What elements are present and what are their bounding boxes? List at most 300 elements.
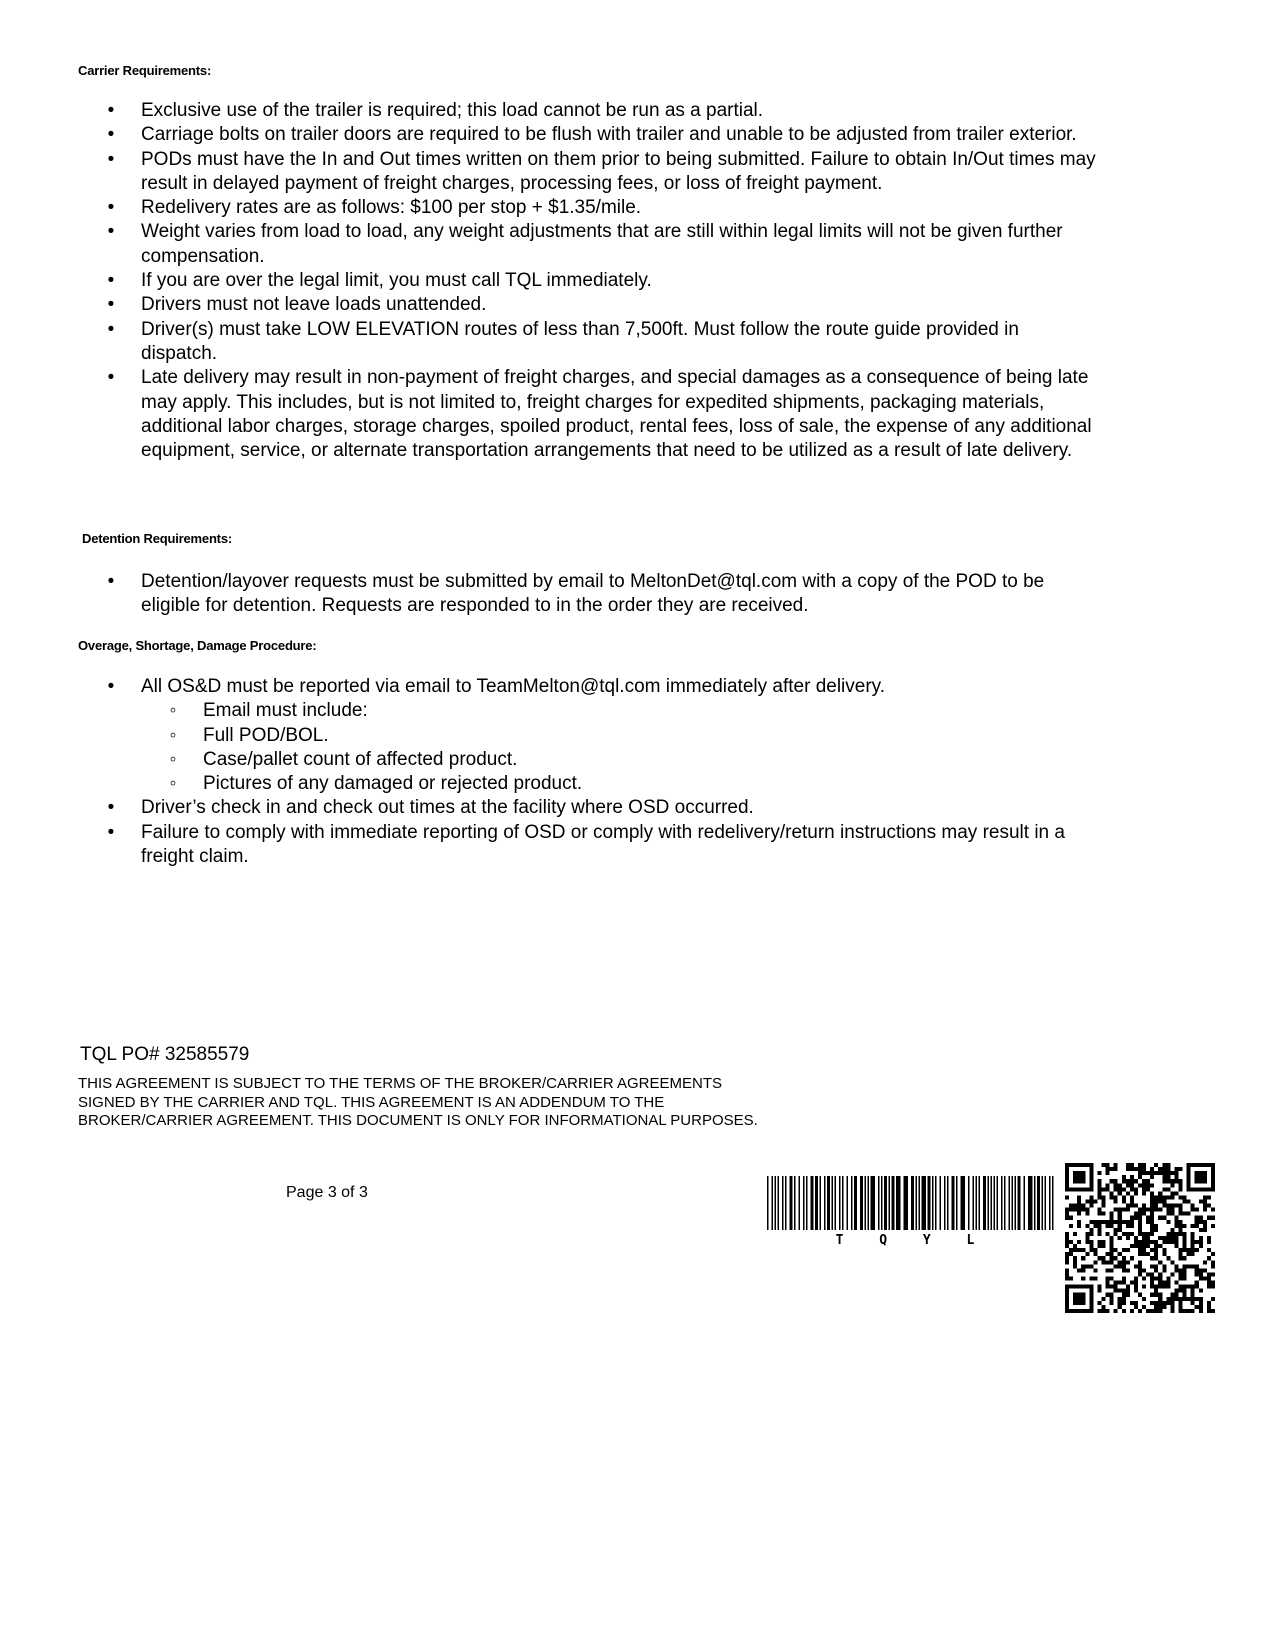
qr-module [1179,1305,1183,1309]
qr-module [1134,1281,1138,1285]
qr-module [1077,1240,1081,1244]
list-item: • Driver’s check in and check out times at the facility where OSD occurred. [0,796,1100,820]
qr-module [1158,1285,1162,1289]
barcode-bar [820,1176,822,1230]
qr-module [1138,1175,1142,1179]
qr-module [1207,1305,1211,1309]
qr-module [1130,1199,1134,1203]
qr-module [1183,1256,1187,1260]
barcode-bar [767,1176,769,1230]
qr-module [1073,1208,1077,1212]
qr-module [1146,1171,1150,1175]
qr-module [1065,1260,1069,1264]
qr-module [1158,1171,1162,1175]
qr-module [1179,1232,1183,1236]
qr-module [1170,1204,1174,1208]
qr-module [1065,1277,1069,1281]
qr-module [1138,1232,1142,1236]
qr-module [1142,1277,1146,1281]
qr-module [1134,1191,1138,1195]
qr-module [1207,1301,1211,1305]
qr-module [1110,1277,1114,1281]
qr-module [1134,1167,1138,1171]
qr-module [1069,1252,1073,1256]
list-item: • Redelivery rates are as follows: $100 per stop + $1.35/mile. [0,196,1100,220]
qr-module [1142,1191,1146,1195]
qr-module [1134,1212,1138,1216]
qr-module [1081,1264,1085,1268]
qr-module [1118,1228,1122,1232]
qr-module [1122,1208,1126,1212]
qr-module [1158,1293,1162,1297]
qr-module [1097,1220,1101,1224]
qr-module [1065,1187,1093,1191]
qr-module [1179,1187,1183,1191]
qr-module [1207,1195,1211,1199]
qr-module [1211,1272,1215,1276]
qr-module [1146,1208,1150,1212]
qr-module [1106,1224,1110,1228]
qr-module [1114,1281,1118,1285]
qr-module [1154,1277,1158,1281]
qr-module [1097,1224,1101,1228]
qr-module [1077,1208,1081,1212]
page-number: Page 3 of 3 [286,1184,368,1201]
qr-module [1106,1293,1110,1297]
qr-module [1166,1297,1170,1301]
qr-module [1199,1297,1203,1301]
barcode-bar [1034,1176,1036,1230]
qr-module [1126,1268,1130,1272]
qr-module [1166,1256,1170,1260]
barcode-bar [811,1176,814,1230]
barcode-bar [983,1176,986,1230]
qr-module [1166,1281,1170,1285]
qr-module [1179,1228,1183,1232]
qr-module [1187,1248,1191,1252]
qr-module [1081,1208,1085,1212]
qr-module [1069,1248,1073,1252]
qr-module [1097,1301,1101,1305]
qr-module [1158,1297,1162,1301]
qr-module [1130,1220,1134,1224]
qr-module [1174,1224,1178,1228]
qr-module [1122,1175,1126,1179]
qr-module [1211,1309,1215,1313]
qr-module [1207,1204,1211,1208]
qr-module [1097,1171,1101,1175]
qr-module [1179,1256,1183,1260]
qr-module [1146,1252,1150,1256]
qr-module [1166,1187,1170,1191]
qr-module [1130,1244,1134,1248]
qr-module [1150,1256,1154,1260]
qr-module [1154,1301,1158,1305]
qr-module [1187,1285,1191,1289]
qr-module [1195,1281,1199,1285]
barcode-bar [1049,1176,1051,1230]
qr-module [1162,1264,1166,1268]
qr-module [1211,1208,1215,1212]
qr-module [1130,1281,1134,1285]
qr-module [1162,1216,1166,1220]
qr-module [1126,1183,1130,1187]
list-item: ◦ Case/pallet count of affected product. [0,748,1100,772]
qr-module [1101,1305,1105,1309]
qr-module [1203,1224,1207,1228]
qr-module [1089,1228,1093,1232]
barcode-bar [884,1176,887,1230]
qr-module [1150,1199,1154,1203]
qr-module [1101,1199,1105,1203]
barcode-bar [847,1176,849,1230]
qr-module [1093,1268,1097,1272]
qr-module [1191,1236,1195,1240]
qr-module [1110,1240,1114,1244]
qr-module [1126,1204,1130,1208]
qr-module [1077,1199,1081,1203]
qr-module [1183,1232,1187,1236]
qr-module [1170,1191,1174,1195]
barcode-bar [988,1176,990,1230]
barcode-bar [865,1176,867,1230]
qr-module [1203,1195,1207,1199]
bullet-icon: • [107,367,115,389]
circle-bullet-icon: ◦ [169,748,177,770]
qr-module [1158,1195,1162,1199]
qr-module [1150,1293,1154,1297]
barcode-caption: T Q Y L [835,1233,989,1246]
qr-module [1089,1264,1093,1268]
qr-module [1114,1228,1118,1232]
qr-module [1166,1171,1170,1175]
qr-module [1154,1195,1158,1199]
qr-module [1073,1260,1077,1264]
bullet-icon: • [107,124,115,146]
qr-module [1187,1163,1191,1191]
qr-module [1179,1167,1183,1171]
qr-module [1138,1220,1142,1224]
qr-module [1077,1204,1081,1208]
qr-module [1093,1252,1097,1256]
qr-module [1199,1272,1203,1276]
qr-module [1106,1277,1110,1281]
qr-module [1203,1204,1207,1208]
qr-module [1118,1297,1122,1301]
qr-module [1174,1191,1178,1195]
qr-module [1130,1204,1134,1208]
qr-module [1162,1187,1166,1191]
qr-module [1211,1163,1215,1191]
qr-module [1154,1204,1158,1208]
qr-module [1199,1305,1203,1309]
qr-module [1146,1220,1150,1224]
bullet-icon: • [107,571,115,592]
qr-module [1089,1220,1093,1224]
qr-module [1154,1224,1158,1228]
qr-module [1187,1264,1191,1268]
qr-module [1097,1183,1101,1187]
qr-module [1122,1232,1126,1236]
qr-module [1170,1208,1174,1212]
qr-module [1162,1285,1166,1289]
qr-module [1122,1297,1126,1301]
list-item: • Exclusive use of the trailer is required; this load cannot be run as a partial. [0,99,1100,123]
barcode-bar [991,1176,993,1230]
qr-module [1134,1187,1138,1191]
list-item: ◦ Full POD/BOL. [0,724,1100,748]
qr-module [1122,1256,1126,1260]
barcode-bar [827,1176,830,1230]
qr-module [1065,1236,1069,1240]
qr-module [1134,1240,1138,1244]
qr-module [1195,1171,1207,1183]
qr-module [1179,1277,1183,1281]
qr-module [1138,1260,1142,1264]
qr-module [1166,1285,1170,1289]
qr-module [1162,1199,1166,1203]
qr-module [1174,1220,1178,1224]
qr-module [1150,1175,1154,1179]
qr-module [1183,1236,1187,1240]
qr-module [1073,1256,1077,1260]
qr-module [1183,1248,1187,1252]
qr-module [1162,1236,1166,1240]
qr-module [1195,1272,1199,1276]
qr-module [1199,1277,1203,1281]
qr-module [1081,1277,1085,1281]
qr-module [1126,1191,1130,1195]
qr-module [1097,1240,1101,1244]
qr-module [1118,1224,1122,1228]
qr-module [1065,1212,1069,1216]
qr-module [1069,1240,1073,1244]
qr-module [1207,1285,1211,1289]
qr-module [1122,1220,1126,1224]
qr-module [1174,1171,1178,1175]
qr-module [1110,1236,1114,1240]
bullet-icon: • [107,148,115,170]
qr-module [1138,1240,1142,1244]
qr-module [1195,1208,1199,1212]
qr-module [1187,1212,1191,1216]
qr-module [1191,1232,1195,1236]
qr-module [1110,1301,1114,1305]
barcode-bar [1012,1176,1014,1230]
qr-module [1081,1256,1085,1260]
qr-module [1211,1252,1215,1256]
barcode-bar [772,1176,774,1230]
qr-module [1203,1208,1207,1212]
qr-module [1179,1208,1183,1212]
qr-module [1138,1309,1142,1313]
qr-module [1199,1289,1203,1293]
qr-module [1191,1301,1195,1305]
qr-module [1097,1208,1101,1212]
qr-module [1154,1256,1158,1260]
qr-module [1158,1309,1162,1313]
qr-module [1065,1244,1069,1248]
qr-module [1179,1309,1183,1313]
barcode-bar [878,1176,880,1230]
qr-module [1065,1232,1069,1236]
qr-module [1142,1208,1146,1212]
qr-module [1077,1212,1081,1216]
qr-module [1069,1216,1073,1220]
barcode-icon [767,1176,1057,1246]
barcode-bar [1009,1176,1011,1230]
barcode-bar [889,1176,891,1230]
qr-module [1110,1216,1114,1220]
qr-module [1187,1199,1191,1203]
qr-module [1158,1167,1162,1171]
qr-module [1118,1220,1122,1224]
bullet-icon: • [107,294,115,316]
qr-module [1065,1208,1069,1212]
qr-module [1101,1204,1105,1208]
qr-module [1073,1232,1077,1236]
qr-module [1162,1179,1166,1183]
qr-module [1118,1183,1122,1187]
qr-module [1207,1240,1211,1244]
qr-module [1097,1244,1101,1248]
qr-module [1122,1301,1126,1305]
barcode-bar [799,1176,801,1230]
qr-module [1179,1285,1183,1289]
qr-module [1191,1224,1195,1228]
qr-module [1110,1195,1114,1199]
qr-module [1203,1228,1207,1232]
list-item: • Failure to comply with immediate reporting of OSD or comply with redelivery/return instructions may result in a freight claim. [0,821,1100,870]
qr-module [1110,1256,1114,1260]
qr-module [1183,1293,1187,1297]
qr-module [1122,1281,1126,1285]
qr-module [1191,1285,1195,1289]
qr-module [1101,1163,1105,1167]
qr-module [1085,1224,1089,1228]
osd-procedure-heading: Overage, Shortage, Damage Procedure: [78,638,317,653]
tql-po-number: TQL PO# 32585579 [80,1044,250,1065]
qr-module [1154,1248,1158,1252]
qr-module [1138,1183,1142,1187]
qr-module [1126,1285,1130,1289]
qr-module [1118,1191,1122,1195]
qr-module [1211,1264,1215,1268]
qr-module [1134,1277,1138,1281]
barcode-bar [1028,1176,1033,1230]
qr-module [1122,1293,1126,1297]
qr-module [1199,1236,1203,1240]
list-item: • Weight varies from load to load, any weight adjustments that are still within legal limits will not be given further compensation. [0,220,1100,269]
qr-module [1179,1268,1183,1272]
qr-module [1154,1244,1158,1248]
qr-module [1199,1228,1203,1232]
qr-module [1142,1252,1146,1256]
qr-module [1106,1220,1110,1224]
barcode-bar [1004,1176,1006,1230]
qr-module [1179,1212,1183,1216]
barcode-bar [1001,1176,1003,1230]
qr-module [1179,1272,1183,1276]
qr-module [1162,1171,1166,1175]
qr-module [1106,1260,1110,1264]
qr-module [1179,1301,1183,1305]
qr-module [1122,1187,1126,1191]
qr-module [1134,1204,1138,1208]
qr-module [1134,1216,1138,1220]
qr-module [1138,1293,1142,1297]
qr-module [1170,1236,1174,1240]
qr-module [1073,1204,1077,1208]
qr-module [1158,1244,1162,1248]
qr-module [1166,1163,1170,1167]
qr-module [1106,1252,1110,1256]
qr-module [1130,1183,1134,1187]
qr-module [1211,1281,1215,1285]
qr-module [1146,1272,1150,1276]
qr-module [1183,1240,1187,1244]
qr-module [1170,1212,1174,1216]
qr-module [1138,1268,1142,1272]
carrier-requirements-list [0,99,1100,463]
qr-module [1077,1248,1081,1252]
barcode-bar [790,1176,793,1230]
qr-module [1211,1216,1215,1220]
qr-module [1118,1305,1122,1309]
barcode-bar [922,1176,927,1230]
qr-module [1158,1191,1162,1195]
qr-module [1126,1293,1130,1297]
qr-module [1207,1216,1211,1220]
qr-module [1170,1305,1174,1309]
qr-module [1110,1285,1114,1289]
qr-module [1114,1248,1118,1252]
qr-module [1146,1244,1150,1248]
qr-module [1106,1309,1110,1313]
qr-module [1187,1163,1215,1167]
qr-module [1142,1297,1146,1301]
qr-module [1118,1281,1122,1285]
qr-module [1114,1195,1118,1199]
qr-module [1150,1171,1154,1175]
barcode-bar [916,1176,918,1230]
qr-module [1122,1277,1126,1281]
qr-module [1154,1289,1158,1293]
qr-module [1118,1264,1122,1268]
qr-module [1174,1297,1178,1301]
qr-module [1179,1204,1183,1208]
qr-module [1150,1277,1154,1281]
qr-module [1089,1240,1093,1244]
qr-module [1106,1183,1110,1187]
qr-module [1126,1179,1130,1183]
qr-module [1146,1183,1150,1187]
qr-module [1110,1293,1114,1297]
qr-module [1195,1268,1199,1272]
qr-module [1162,1268,1166,1272]
qr-module [1162,1301,1166,1305]
barcode-bar [944,1176,946,1230]
barcode-bar [832,1176,834,1230]
qr-module [1154,1268,1158,1272]
qr-module [1126,1289,1130,1293]
qr-module [1065,1268,1069,1272]
bullet-icon: • [107,270,115,292]
qr-module [1118,1301,1122,1305]
qr-module [1097,1232,1101,1236]
qr-module [1065,1216,1069,1220]
qr-module [1097,1289,1101,1293]
